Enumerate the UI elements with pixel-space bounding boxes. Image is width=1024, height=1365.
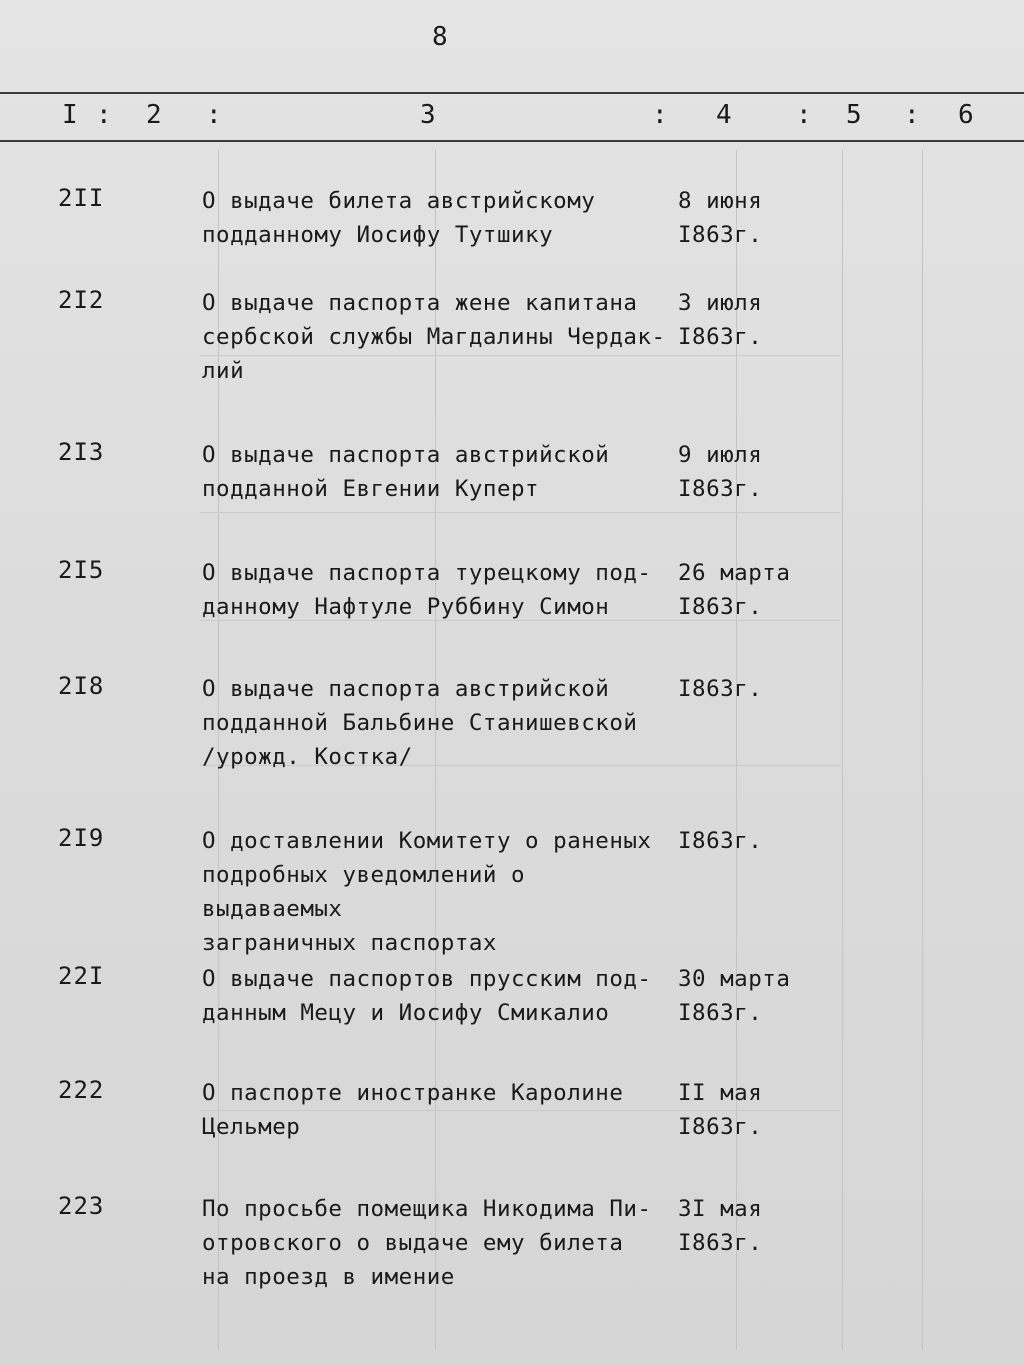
column-header-1: I	[62, 100, 78, 130]
entry-date: 30 марта I863г.	[678, 966, 791, 1026]
column-header-2: 2	[146, 100, 162, 130]
bleed-through-line	[200, 512, 840, 513]
entry-number: 2I5	[58, 556, 105, 584]
entry-number: 2I9	[58, 824, 105, 852]
entry-title: О выдаче паспорта турецкому под- данному Нафтуле Руббину Симон	[202, 560, 652, 620]
entry-number: 2I8	[58, 672, 105, 700]
entry-title: О выдаче паспорта австрийской подданной Бальбине Станишевской /урожд. Костка/	[202, 676, 638, 770]
entry-title: О доставлении Комитету о раненых подробных уведомлений о выдаваемых заграничных паспортах	[202, 828, 652, 956]
entry-title: О выдаче паспортов прусским под- данным Мецу и Иосифу Смикалио	[202, 966, 652, 1026]
entry-title: О выдаче паспорта австрийской подданной Евгении Куперт	[202, 442, 610, 502]
column-separator: :	[796, 100, 812, 130]
entry-number: 222	[58, 1076, 105, 1104]
entry-number: 2I3	[58, 438, 105, 466]
column-header-3: 3	[420, 100, 436, 130]
header-bottom-rule	[0, 140, 1024, 142]
column-header-5: 5	[846, 100, 862, 130]
column-separator: :	[206, 100, 222, 130]
entry-date: II мая I863г.	[678, 1080, 763, 1140]
entry-date: 3 июля I863г.	[678, 290, 763, 350]
entry-title: О выдаче билета австрийскому подданному Иосифу Тутшику	[202, 188, 596, 248]
entry-title: По просьбе помещика Никодима Пи- отровского о выдаче ему билета на проезд в имение	[202, 1196, 652, 1290]
column-separator: :	[904, 100, 920, 130]
entry-title: О выдаче паспорта жене капитана сербской службы Магдалины Чердак- лий	[202, 290, 666, 384]
entry-date: I863г.	[678, 828, 763, 854]
entry-date: 9 июля I863г.	[678, 442, 763, 502]
entry-date: 8 июня I863г.	[678, 188, 763, 248]
bleed-through-line	[922, 150, 923, 1350]
entry-number: 223	[58, 1192, 105, 1220]
column-separator: :	[96, 100, 112, 130]
entry-number: 22I	[58, 962, 105, 990]
page-number: 8	[432, 22, 448, 52]
entry-title: О паспорте иностранке Каролине Цельмер	[202, 1080, 624, 1140]
bleed-through-line	[842, 150, 843, 1350]
entry-date: 3I мая I863г.	[678, 1196, 763, 1256]
header-top-rule	[0, 92, 1024, 94]
entry-date: 26 марта I863г.	[678, 560, 791, 620]
column-separator: :	[652, 100, 668, 130]
column-header-4: 4	[716, 100, 732, 130]
entry-date: I863г.	[678, 676, 763, 702]
entry-number: 2I2	[58, 286, 105, 314]
column-header-6: 6	[958, 100, 974, 130]
entry-number: 2II	[58, 184, 105, 212]
